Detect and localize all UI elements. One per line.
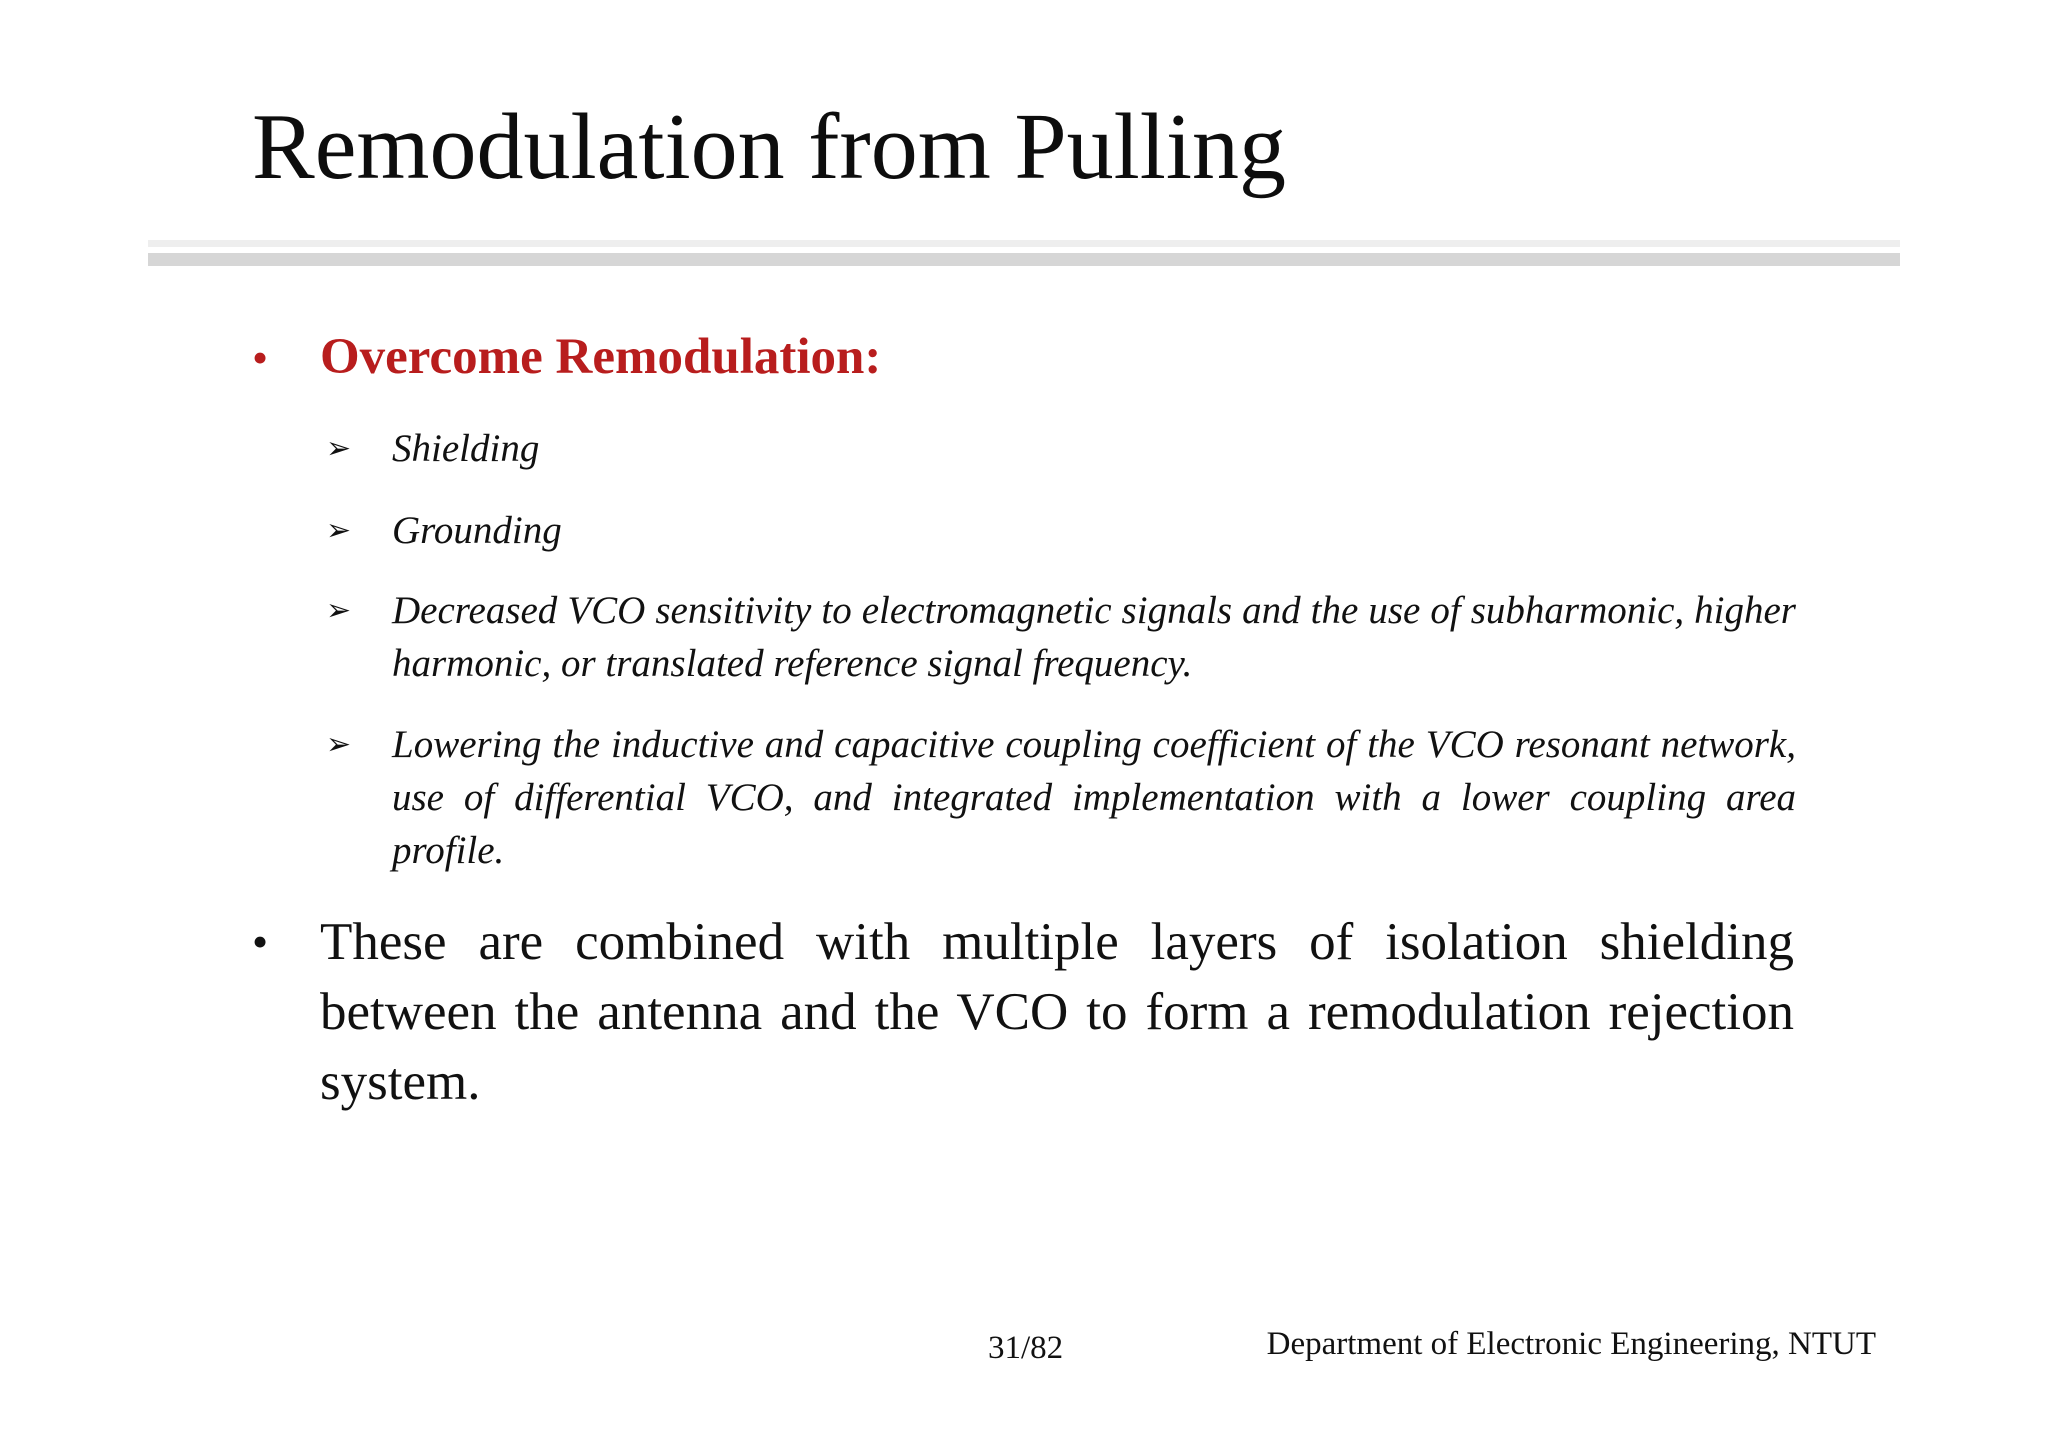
page-number: 31/82 xyxy=(988,1330,1064,1366)
sub-item-text: Grounding xyxy=(392,509,562,552)
footer-department: Department of Electronic Engineering, NTUT xyxy=(1266,1326,1876,1362)
summary-bullet-row xyxy=(252,907,1794,1117)
slide-title: Remodulation from Pulling xyxy=(252,95,1286,199)
bullet-icon: • xyxy=(252,916,269,967)
title-divider-thick xyxy=(148,253,1900,266)
title-divider-thin xyxy=(148,240,1900,247)
heading-bullet-row xyxy=(252,328,881,388)
arrow-bullet-icon: ➢ xyxy=(326,432,352,465)
bullet-icon: • xyxy=(252,332,269,383)
summary-text: These are combined with multiple layers of isolation shielding between the antenna and the VCO to form a remodulation rejection system. xyxy=(320,913,1794,1111)
section-heading: Overcome Remodulation: xyxy=(320,329,882,385)
sub-item xyxy=(326,422,1796,475)
arrow-bullet-icon: ➢ xyxy=(326,594,352,627)
sub-item-text: Lowering the inductive and capacitive coupling coefficient of the VCO resonant network, use of differential VCO, and integrated implementation with a lower coupling area profile. xyxy=(392,723,1796,872)
sub-item xyxy=(326,504,1796,557)
sub-item xyxy=(326,584,1796,690)
arrow-bullet-icon: ➢ xyxy=(326,728,352,761)
sub-item xyxy=(326,718,1796,877)
sub-item-text: Shielding xyxy=(392,427,540,470)
sub-item-text: Decreased VCO sensitivity to electromagnetic signals and the use of subharmonic, higher harmonic, or translated reference signal frequency. xyxy=(392,589,1796,685)
arrow-bullet-icon: ➢ xyxy=(326,514,352,547)
